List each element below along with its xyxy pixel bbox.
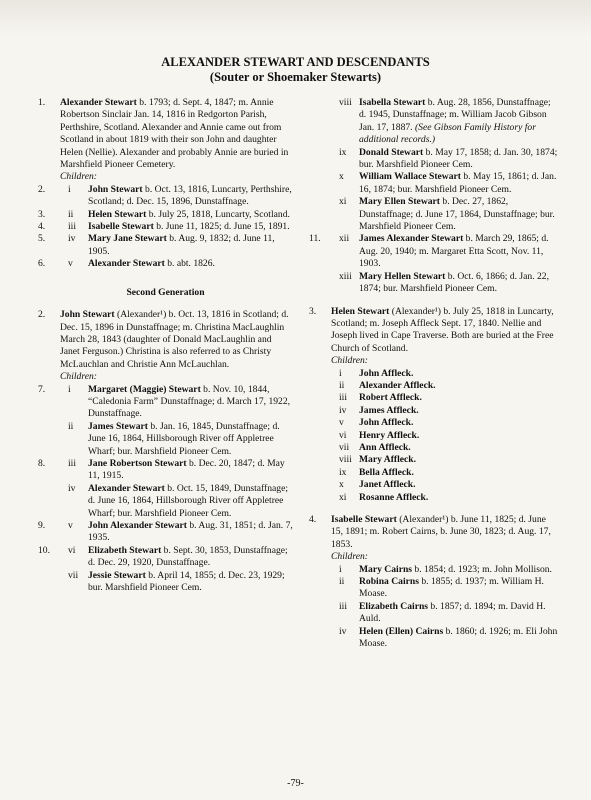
child-text	[359, 454, 559, 466]
child-name: James Affleck.	[359, 404, 419, 416]
child-roman: ii	[68, 208, 74, 220]
child-note: (See Gibson Family History for additional records.)	[359, 121, 536, 146]
child-row	[309, 467, 559, 479]
child-row	[38, 570, 293, 595]
child-detail: b. June 11, 1825; d. June 15, 1891.	[153, 221, 290, 233]
child-name: Jane Robertson Stewart	[88, 457, 187, 469]
entry-number: 4.	[309, 514, 317, 525]
child-roman: iii	[339, 600, 347, 612]
child-text	[88, 570, 293, 595]
entry-body	[331, 306, 559, 356]
page-subtitle: (Souter or Shoemaker Stewarts)	[209, 70, 382, 84]
child-detail: b. July 25, 1818, Luncarty, Scotland.	[146, 208, 290, 220]
child-row	[309, 576, 559, 601]
child-name: Donald Stewart	[359, 146, 424, 158]
child-detail: b. 1854; d. 1923; m. John Mollison.	[412, 563, 552, 575]
child-name: Helen (Ellen) Cairns	[359, 625, 444, 637]
entry-text: b. 1793; d. Sept. 4, 1847; m. Annie Robertson Sinclair Jan. 14, 1816 in Redgorton Parish, Perthshire, Scotland. Alexander and Annie came out from Scotland in about 1819 with their son John and daughter Helen (Nellie). Alexander and probably Annie are buried in Marshfield Pioneer Cemetery.	[60, 97, 289, 171]
child-text	[359, 626, 559, 651]
children-label: Children:	[60, 371, 97, 383]
child-name: Margaret (Maggie) Stewart	[88, 383, 201, 395]
child-text	[359, 97, 559, 147]
children-list	[38, 384, 293, 595]
child-name: Elizabeth Cairns	[359, 600, 429, 612]
entry-body	[60, 309, 293, 371]
children-label: Children:	[331, 355, 368, 367]
child-detail: b. Sept. 30, 1853, Dunstaffnage; d. Dec. 29, 1920, Dunstaffnage.	[88, 544, 288, 569]
child-row	[309, 430, 559, 442]
child-name: Elizabeth Stewart	[88, 544, 162, 556]
child-row	[309, 392, 559, 404]
child-name: James Alexander Stewart	[359, 233, 464, 245]
child-detail: b. Aug. 31, 1851; d. Jan. 7, 1935.	[88, 520, 293, 544]
child-name: Mary Hellen Stewart	[359, 270, 446, 282]
child-text	[359, 479, 559, 491]
child-number: 6.	[38, 258, 46, 270]
child-detail: b. March 29, 1865; d. Aug. 20, 1940; m. Margaret Etta Scott, Nov. 11, 1903.	[359, 233, 549, 270]
child-row	[38, 184, 293, 209]
child-name: James Stewart	[88, 420, 148, 432]
child-row	[309, 454, 559, 466]
child-roman: iii	[68, 457, 76, 469]
child-detail: b. April 14, 1855; d. Dec. 23, 1929; bur. Marshfield Pioneer Cem.	[88, 569, 285, 594]
child-name: John Affleck.	[359, 417, 414, 429]
child-text	[88, 184, 293, 209]
child-row	[309, 97, 559, 147]
child-name: John Alexander Stewart	[88, 520, 187, 531]
child-row	[309, 442, 559, 454]
child-text	[88, 258, 293, 270]
page-header	[0, 55, 591, 85]
child-roman: i	[68, 183, 71, 195]
child-name: Robina Cairns	[359, 576, 419, 588]
child-number: 7.	[38, 383, 46, 395]
child-text	[359, 147, 559, 172]
entry-name: Helen Stewart	[331, 305, 390, 317]
bleed-through-shade	[0, 0, 591, 36]
child-name: Helen Stewart	[88, 208, 147, 220]
child-text	[359, 417, 559, 429]
child-name: Alexander Stewart	[88, 482, 165, 494]
child-text	[359, 430, 559, 442]
child-text	[359, 271, 559, 296]
child-row	[309, 601, 559, 626]
child-row	[38, 384, 293, 421]
child-text	[359, 368, 559, 380]
child-detail: b. Aug. 28, 1856, Dunstaffnage; d. 1945, Dunstaffnage; m. William Jacob Gibson Jan. 17, 1887.	[359, 97, 551, 133]
child-row	[38, 458, 293, 483]
entry-text: (Alexander¹) b. July 25, 1818 in Luncarty, Scotland; m. Joseph Affleck Sept. 17, 1840. Nellie and Joseph lived in Cape Traverse. Both are buried at the Free Church of Scotland.	[331, 305, 554, 354]
child-text	[88, 483, 293, 520]
entry-number: 1.	[38, 97, 46, 108]
entry-number: 2.	[38, 309, 46, 321]
child-roman: i	[68, 383, 71, 395]
child-roman: ii	[68, 420, 74, 432]
child-text	[359, 564, 559, 576]
child-row	[309, 479, 559, 491]
child-roman: xiii	[339, 270, 352, 282]
child-roman: vii	[339, 441, 350, 453]
child-name: Janet Affleck.	[359, 479, 416, 491]
entry-name: Alexander Stewart	[60, 97, 137, 108]
child-text	[359, 601, 559, 626]
child-text	[88, 520, 293, 545]
child-detail: b. Nov. 10, 1844, “Caledonia Farm” Dunstaffnage; d. March 17, 1922, Dunstaffnage.	[88, 383, 291, 420]
child-text	[88, 209, 293, 221]
child-roman: xi	[339, 196, 347, 208]
child-detail: b. abt. 1826.	[164, 258, 215, 270]
entry-1	[38, 97, 293, 271]
child-row	[309, 147, 559, 172]
child-row	[309, 380, 559, 392]
child-row	[309, 492, 559, 504]
child-roman: iv	[68, 482, 76, 494]
child-name: Mary Ellen Stewart	[359, 196, 440, 208]
child-name: John Affleck.	[359, 367, 414, 379]
child-roman: iv	[339, 404, 347, 416]
child-roman: iv	[68, 233, 76, 245]
child-roman: vii	[68, 569, 79, 581]
child-roman: ii	[339, 379, 345, 391]
child-row	[309, 233, 559, 270]
section-heading: Second Generation	[126, 286, 205, 298]
child-text	[359, 196, 559, 233]
child-text	[88, 421, 293, 458]
child-roman: vi	[68, 544, 76, 556]
child-number: 11.	[309, 233, 321, 245]
child-row	[309, 196, 559, 233]
child-name: John Stewart	[88, 183, 143, 195]
child-row	[309, 564, 559, 576]
entry-body	[60, 97, 293, 171]
child-name: Isabelle Stewart	[88, 221, 154, 233]
left-column	[38, 97, 293, 594]
page-title: ALEXANDER STEWART AND DESCENDANTS	[161, 55, 430, 69]
child-name: Mary Cairns	[359, 563, 413, 575]
child-number: 10.	[38, 544, 50, 556]
child-row	[309, 171, 559, 196]
child-roman: ix	[339, 146, 347, 158]
child-detail: b. Oct. 15, 1849, Dunstaffnage; d. June 16, 1864, Hillsborough River off Appletree Wharf; bur. Marshfield Pioneer Cem.	[88, 482, 289, 519]
child-text	[88, 384, 293, 421]
child-name: Mary Affleck.	[359, 454, 417, 466]
child-roman: iii	[68, 221, 76, 233]
child-number: 8.	[38, 457, 46, 469]
child-roman: ix	[339, 466, 347, 478]
child-roman: x	[339, 479, 344, 491]
child-roman: xi	[339, 491, 347, 503]
children-list	[309, 564, 559, 651]
child-detail: b. 1857; d. 1894; m. David H. Auld.	[359, 600, 546, 625]
child-name: Mary Jane Stewart	[88, 233, 167, 245]
child-detail: b. Oct. 13, 1816, Luncarty, Perthshire, Scotland; d. Dec. 15, 1896, Dunstaffnage.	[88, 183, 292, 208]
child-roman: v	[68, 258, 73, 270]
child-text	[359, 492, 559, 504]
child-roman: viii	[339, 454, 352, 466]
child-detail: b. Aug. 9, 1832; d. June 11, 1905.	[88, 233, 275, 257]
page-number: -79-	[287, 778, 304, 789]
children-list	[309, 368, 559, 504]
child-roman: i	[339, 367, 342, 379]
children-list-continued	[309, 97, 559, 296]
entry-2	[38, 309, 293, 594]
child-detail: b. Dec. 20, 1847; d. May 11, 1915.	[88, 457, 285, 482]
child-roman: xii	[339, 233, 350, 245]
child-text	[359, 171, 559, 196]
children-label: Children:	[331, 551, 368, 563]
child-text	[359, 233, 559, 270]
child-text	[88, 221, 293, 233]
children-list	[38, 184, 293, 271]
child-detail: b. 1855; d. 1937; m. William H. Moase.	[359, 576, 544, 600]
child-detail: b. 1860; d. 1926; m. Eli John Moase.	[359, 625, 558, 650]
child-row	[38, 483, 293, 520]
child-number: 2.	[38, 183, 46, 195]
child-row	[309, 626, 559, 651]
child-detail: b. May 17, 1858; d. Jan. 30, 1874; bur. Marshfield Pioneer Cem.	[359, 146, 558, 171]
child-name: Jessie Stewart	[88, 569, 146, 581]
child-text	[359, 442, 559, 454]
children-label: Children:	[60, 171, 97, 183]
child-text	[88, 545, 293, 570]
child-row	[38, 520, 293, 545]
child-roman: vi	[339, 429, 347, 441]
child-text	[359, 405, 559, 417]
child-text	[88, 233, 293, 258]
child-roman: iv	[339, 625, 347, 637]
child-name: Alexander Stewart	[88, 258, 165, 270]
entry-3	[309, 306, 559, 505]
child-name: William Wallace Stewart	[359, 171, 461, 183]
child-text	[359, 467, 559, 479]
child-row	[309, 417, 559, 429]
child-text	[359, 392, 559, 404]
child-number: 4.	[38, 221, 46, 233]
entry-name: Isabelle Stewart	[331, 514, 397, 525]
child-roman: viii	[339, 97, 352, 108]
child-roman: x	[339, 171, 344, 183]
child-row	[38, 421, 293, 458]
child-row	[38, 233, 293, 258]
child-name: Robert Affleck.	[359, 392, 422, 404]
child-text	[359, 380, 559, 392]
child-name: Bella Affleck.	[359, 466, 414, 478]
child-name: Isabella Stewart	[359, 97, 426, 108]
child-name: Henry Affleck.	[359, 429, 420, 441]
entry-number: 3.	[309, 305, 317, 317]
entry-text: (Alexander¹) b. June 11, 1825; d. June 15, 1891; m. Robert Cairns, b. June 30, 1823; d. Aug. 17, 1853.	[331, 514, 551, 550]
entry-4	[309, 514, 559, 650]
child-roman: ii	[339, 576, 345, 588]
child-row	[309, 271, 559, 296]
child-row	[38, 221, 293, 233]
child-row	[38, 209, 293, 221]
entry-text: (Alexander¹) b. Oct. 13, 1816 in Scotland; d. Dec. 15, 1896 in Dunstaffnage; m. Christina MacLaughlin March 28, 1843 (daughter of Donald MacLaughlin and Janet Ferguson.) Christina is also referred to as Christy McLauchlan and Christie Ann McLauchlan.	[60, 309, 289, 370]
child-detail: b. May 15, 1861; d. Jan. 16, 1874; bur. Marshfield Pioneer Cem.	[359, 171, 557, 195]
child-text	[88, 458, 293, 483]
child-name: Rosanne Affleck.	[359, 491, 429, 503]
child-row	[38, 545, 293, 570]
right-column	[309, 97, 559, 650]
child-name: Alexander Affleck.	[359, 379, 436, 391]
child-roman: iii	[339, 392, 347, 404]
child-text	[359, 576, 559, 601]
child-detail: b. Jan. 16, 1845, Dunstaffnage; d. June 16, 1864, Hillsborough River off Appletree Wharf; bur. Marshfield Pioneer Cem.	[88, 420, 280, 457]
child-detail: b. Dec. 27, 1862, Dunstaffnage; d. June 17, 1864, Dunstaffnage; bur. Marshfield Pioneer Cem.	[359, 196, 555, 233]
child-detail: b. Oct. 6, 1866; d. Jan. 22, 1874; bur. Marshfield Pioneer Cem.	[359, 270, 549, 295]
child-name: Ann Affleck.	[359, 441, 411, 453]
child-number: 3.	[38, 208, 46, 220]
child-row	[38, 258, 293, 270]
child-roman: i	[339, 563, 342, 575]
child-number: 9.	[38, 520, 46, 531]
child-roman: v	[68, 520, 73, 531]
child-row	[309, 368, 559, 380]
child-roman: v	[339, 417, 344, 429]
child-number: 5.	[38, 233, 46, 245]
child-row	[309, 405, 559, 417]
entry-body	[331, 514, 559, 551]
entry-name: John Stewart	[60, 309, 115, 321]
